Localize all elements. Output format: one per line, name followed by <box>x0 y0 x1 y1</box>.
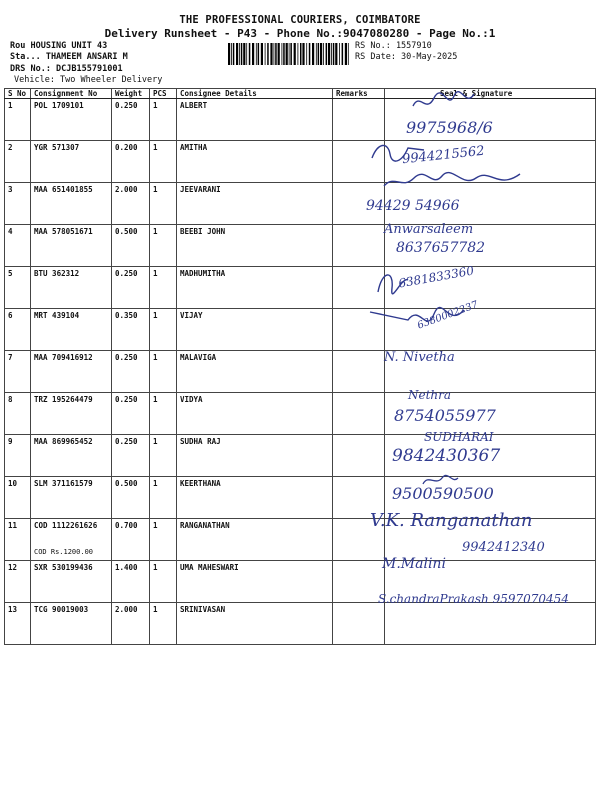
row-consignment-no-text: MAA 578051671 <box>34 227 93 236</box>
row-remarks <box>333 351 385 393</box>
barcode-bar <box>282 43 283 65</box>
row-remarks <box>333 603 385 645</box>
row-weight-text: 2.000 <box>115 185 138 194</box>
row-consignee <box>177 393 333 435</box>
barcode-bar <box>345 43 347 65</box>
table-row <box>5 99 596 141</box>
barcode-bar <box>274 43 275 65</box>
row-pcs <box>150 603 177 645</box>
signature-12: M.Malini <box>382 556 446 572</box>
row-weight <box>112 393 150 435</box>
row-weight <box>112 99 150 141</box>
row-consignment-no-text: SLM 371161579 <box>34 479 93 488</box>
barcode-bar <box>300 43 302 65</box>
row-consignee-text: BEEBI JOHN <box>180 227 226 236</box>
row-sno-text: 11 <box>8 521 18 530</box>
row-consignment-no-text: MAA 651401855 <box>34 185 93 194</box>
barcode-bar <box>231 43 232 65</box>
row-consignee-text: MADHUMITHA <box>180 269 226 278</box>
row-consignment-no <box>31 309 112 351</box>
row-pcs <box>150 309 177 351</box>
barcode-bar <box>286 43 288 65</box>
row-weight-text: 0.250 <box>115 437 138 446</box>
row-consignment-no-text: TCG 90019003 <box>34 605 89 614</box>
row-remarks <box>333 99 385 141</box>
signature-6-phone: 6380002237 <box>416 299 480 332</box>
row-weight <box>112 267 150 309</box>
row-consignee <box>177 99 333 141</box>
barcode-bar <box>294 43 296 65</box>
row-sno <box>5 267 31 309</box>
table-row <box>5 225 596 267</box>
row-consignment-no <box>31 561 112 603</box>
row-consignment-no-text: MAA 709416912 <box>34 353 93 362</box>
col-consignment: Consignment No <box>31 89 112 99</box>
row-consignee <box>177 225 333 267</box>
barcode-icon <box>228 43 350 65</box>
row-consignee-text: SUDHA RAJ <box>180 437 221 446</box>
barcode-bar <box>333 43 335 65</box>
row-consignee-text: AMITHA <box>180 143 208 152</box>
signature-8-name: Nethra <box>408 388 452 402</box>
barcode-bar <box>233 43 235 65</box>
barcode-bar <box>249 43 251 65</box>
row-pcs-text: 1 <box>153 521 158 530</box>
row-remarks <box>333 393 385 435</box>
row-consignment-no <box>31 393 112 435</box>
row-weight <box>112 561 150 603</box>
row-pcs-text: 1 <box>153 563 158 572</box>
row-pcs <box>150 351 177 393</box>
row-pcs-text: 1 <box>153 185 158 194</box>
signature-10-phone: 9500590500 <box>392 484 494 503</box>
row-consignee-text: RANGANATHAN <box>180 521 230 530</box>
barcode-bar <box>320 43 322 65</box>
signature-9-name: SUDHARAI <box>424 430 494 444</box>
row-pcs-text: 1 <box>153 143 158 152</box>
barcode-bar <box>312 43 314 65</box>
row-sno-text: 12 <box>8 563 18 572</box>
signature-13: S.chandraPrakash 9597070454 <box>378 592 569 606</box>
row-consignment-no-text: BTU 362312 <box>34 269 80 278</box>
row-weight-text: 0.200 <box>115 143 138 152</box>
row-sno <box>5 435 31 477</box>
row-pcs-text: 1 <box>153 395 158 404</box>
table-row <box>5 603 596 645</box>
table-row <box>5 309 596 351</box>
barcode-bar <box>316 43 317 65</box>
col-consignee: Consignee Details <box>177 89 333 99</box>
row-sno <box>5 393 31 435</box>
row-consignee-text: MALAVIGA <box>180 353 217 362</box>
signature-11-phone: 9942412340 <box>462 540 545 555</box>
row-consignment-no-text: YGR 571307 <box>34 143 80 152</box>
signature-1-scribble <box>408 90 478 116</box>
signature-3-scribble <box>380 168 530 196</box>
row-consignee-text: UMA MAHESWARI <box>180 563 239 572</box>
row-consignment-no-text: MRT 439104 <box>34 311 80 320</box>
row-weight <box>112 435 150 477</box>
row-sno-text: 13 <box>8 605 18 614</box>
table-header-row <box>5 89 596 99</box>
row-sno <box>5 519 31 561</box>
row-sno-text: 7 <box>8 353 13 362</box>
row-consignee-text: JEEVARANI <box>180 185 221 194</box>
row-weight-text: 0.350 <box>115 311 138 320</box>
route-label: Rou HOUSING UNIT 43 <box>10 41 108 51</box>
row-consignment-no <box>31 225 112 267</box>
table-row <box>5 351 596 393</box>
row-cod-amount: COD Rs.1200.00 <box>34 548 94 556</box>
barcode-bar <box>323 43 324 65</box>
row-weight-text: 0.500 <box>115 227 138 236</box>
table-row <box>5 393 596 435</box>
row-pcs-text: 1 <box>153 605 158 614</box>
row-sno <box>5 225 31 267</box>
row-pcs <box>150 141 177 183</box>
row-sno-text: 9 <box>8 437 13 446</box>
row-consignee <box>177 141 333 183</box>
barcode-bar <box>298 43 299 65</box>
barcode-bar <box>261 43 263 65</box>
row-pcs-text: 1 <box>153 311 158 320</box>
signature-8-phone: 8754055977 <box>394 406 496 425</box>
barcode-bar <box>335 43 337 65</box>
barcode-bar <box>342 43 344 65</box>
col-remarks: Remarks <box>333 89 385 99</box>
rs-date: RS Date: 30-May-2025 <box>355 52 458 62</box>
barcode-bar <box>278 43 280 65</box>
row-pcs-text: 1 <box>153 437 158 446</box>
row-weight <box>112 141 150 183</box>
row-consignee <box>177 351 333 393</box>
row-sno <box>5 183 31 225</box>
runsheet-title: THE PROFESSIONAL COURIERS, COIMBATORE <box>179 14 421 26</box>
row-consignee <box>177 309 333 351</box>
row-sno-text: 3 <box>8 185 13 194</box>
row-consignment-no <box>31 141 112 183</box>
row-sno <box>5 477 31 519</box>
barcode-bar <box>290 43 292 65</box>
row-consignee <box>177 435 333 477</box>
row-weight-text: 0.250 <box>115 395 138 404</box>
row-weight <box>112 183 150 225</box>
signature-2-phone: 9944215562 <box>401 143 486 168</box>
barcode-bar <box>328 43 330 65</box>
row-consignee <box>177 267 333 309</box>
row-pcs <box>150 99 177 141</box>
row-consignment-no-text: TRZ 195264479 <box>34 395 93 404</box>
drs-number: DRS No.: DCJB155791001 <box>10 64 123 74</box>
row-pcs <box>150 477 177 519</box>
barcode-bar <box>331 43 332 65</box>
row-weight <box>112 225 150 267</box>
row-pcs <box>150 393 177 435</box>
row-pcs <box>150 267 177 309</box>
row-consignment-no <box>31 519 112 561</box>
row-pcs-text: 1 <box>153 353 158 362</box>
col-sno: S No <box>5 89 31 99</box>
row-consignment-no <box>31 603 112 645</box>
signature-11-name: V.K. Ranganathan <box>370 510 533 531</box>
signature-9-phone: 9842430367 <box>392 446 501 466</box>
row-consignee-text: VIDYA <box>180 395 203 404</box>
col-signature: Seal & Signature <box>385 89 596 99</box>
barcode-bar <box>267 43 269 65</box>
row-weight <box>112 519 150 561</box>
row-weight <box>112 477 150 519</box>
row-consignment-no <box>31 99 112 141</box>
row-sno <box>5 561 31 603</box>
barcode-bar <box>283 43 285 65</box>
row-pcs-text: 1 <box>153 479 158 488</box>
row-pcs-text: 1 <box>153 269 158 278</box>
vehicle-label: Vehicle: Two Wheeler Delivery <box>14 75 163 85</box>
row-sno-text: 1 <box>8 101 13 110</box>
row-consignee <box>177 561 333 603</box>
row-sno <box>5 141 31 183</box>
signature-4-phone-b: 8637657782 <box>396 240 486 256</box>
row-sno <box>5 99 31 141</box>
row-consignee <box>177 477 333 519</box>
barcode-bar <box>258 43 260 65</box>
signature-7: N. Nivetha <box>384 350 455 365</box>
row-consignee-text: VIJAY <box>180 311 203 320</box>
row-weight-text: 0.250 <box>115 101 138 110</box>
row-remarks <box>333 435 385 477</box>
barcode-bar <box>275 43 277 65</box>
row-weight <box>112 351 150 393</box>
row-sno-text: 4 <box>8 227 13 236</box>
staff-label: Sta... THAMEEM ANSARI M <box>10 52 128 62</box>
table-row <box>5 435 596 477</box>
row-consignment-no-text: POL 1709101 <box>34 101 84 110</box>
row-sno-text: 2 <box>8 143 13 152</box>
barcode-bar <box>243 43 245 65</box>
table-row <box>5 267 596 309</box>
barcode-bar <box>302 43 304 65</box>
row-weight-text: 0.700 <box>115 521 138 530</box>
col-weight: Weight <box>112 89 150 99</box>
row-remarks <box>333 561 385 603</box>
row-consignment-no <box>31 183 112 225</box>
row-sno-text: 8 <box>8 395 13 404</box>
signature-4-phone-a: 94429 54966 <box>366 198 460 214</box>
row-consignee-text: KEERTHANA <box>180 479 221 488</box>
barcode-bar <box>252 43 254 65</box>
row-weight-text: 0.250 <box>115 353 138 362</box>
row-consignment-no-text: COD 1112261626 <box>34 521 98 530</box>
row-signature <box>385 603 596 645</box>
row-sno <box>5 351 31 393</box>
row-weight <box>112 309 150 351</box>
signature-1-phone: 9975968/6 <box>406 118 493 137</box>
barcode-bar <box>265 43 266 65</box>
barcode-bar <box>348 43 349 65</box>
row-consignment-no <box>31 351 112 393</box>
runsheet-subtitle: Delivery Runsheet - P43 - Phone No.:9047080280 - Page No.:1 <box>104 27 496 40</box>
row-consignee-text: SRINIVASAN <box>180 605 226 614</box>
row-consignment-no <box>31 435 112 477</box>
barcode-bar <box>339 43 340 65</box>
row-pcs-text: 1 <box>153 101 158 110</box>
row-sno-text: 6 <box>8 311 13 320</box>
row-sno-text: 10 <box>8 479 18 488</box>
barcode-bar <box>239 43 240 65</box>
row-consignment-no-text: MAA 869965452 <box>34 437 93 446</box>
row-weight-text: 0.250 <box>115 269 138 278</box>
barcode-bar <box>236 43 238 65</box>
row-pcs <box>150 183 177 225</box>
row-consignee <box>177 183 333 225</box>
barcode-bar <box>228 43 230 65</box>
row-consignment-no-text: SXR 530199436 <box>34 563 93 572</box>
barcode-bar <box>306 43 307 65</box>
signature-4-name: Anwarsaleem <box>384 222 474 237</box>
row-pcs-text: 1 <box>153 227 158 236</box>
row-weight <box>112 603 150 645</box>
signature-5-phone: 6381833360 <box>397 263 475 291</box>
row-consignee <box>177 603 333 645</box>
barcode-bar <box>326 43 328 65</box>
row-sno <box>5 603 31 645</box>
barcode-bar <box>256 43 257 65</box>
row-pcs <box>150 561 177 603</box>
row-consignee <box>177 519 333 561</box>
row-consignment-no <box>31 267 112 309</box>
col-pcs: PCS <box>150 89 177 99</box>
row-consignee-text: ALBERT <box>180 101 208 110</box>
row-sno-text: 5 <box>8 269 13 278</box>
barcode-bar <box>246 43 247 65</box>
row-remarks <box>333 225 385 267</box>
row-pcs <box>150 435 177 477</box>
rs-number: RS No.: 1557910 <box>355 41 432 51</box>
barcode-bar <box>309 43 311 65</box>
row-weight-text: 0.500 <box>115 479 138 488</box>
barcode-bar <box>270 43 272 65</box>
row-weight-text: 1.400 <box>115 563 138 572</box>
row-pcs <box>150 519 177 561</box>
row-sno <box>5 309 31 351</box>
row-weight-text: 2.000 <box>115 605 138 614</box>
barcode-bar <box>318 43 320 65</box>
row-consignment-no <box>31 477 112 519</box>
barcode-bar <box>241 43 243 65</box>
barcode-bar <box>289 43 290 65</box>
row-pcs <box>150 225 177 267</box>
